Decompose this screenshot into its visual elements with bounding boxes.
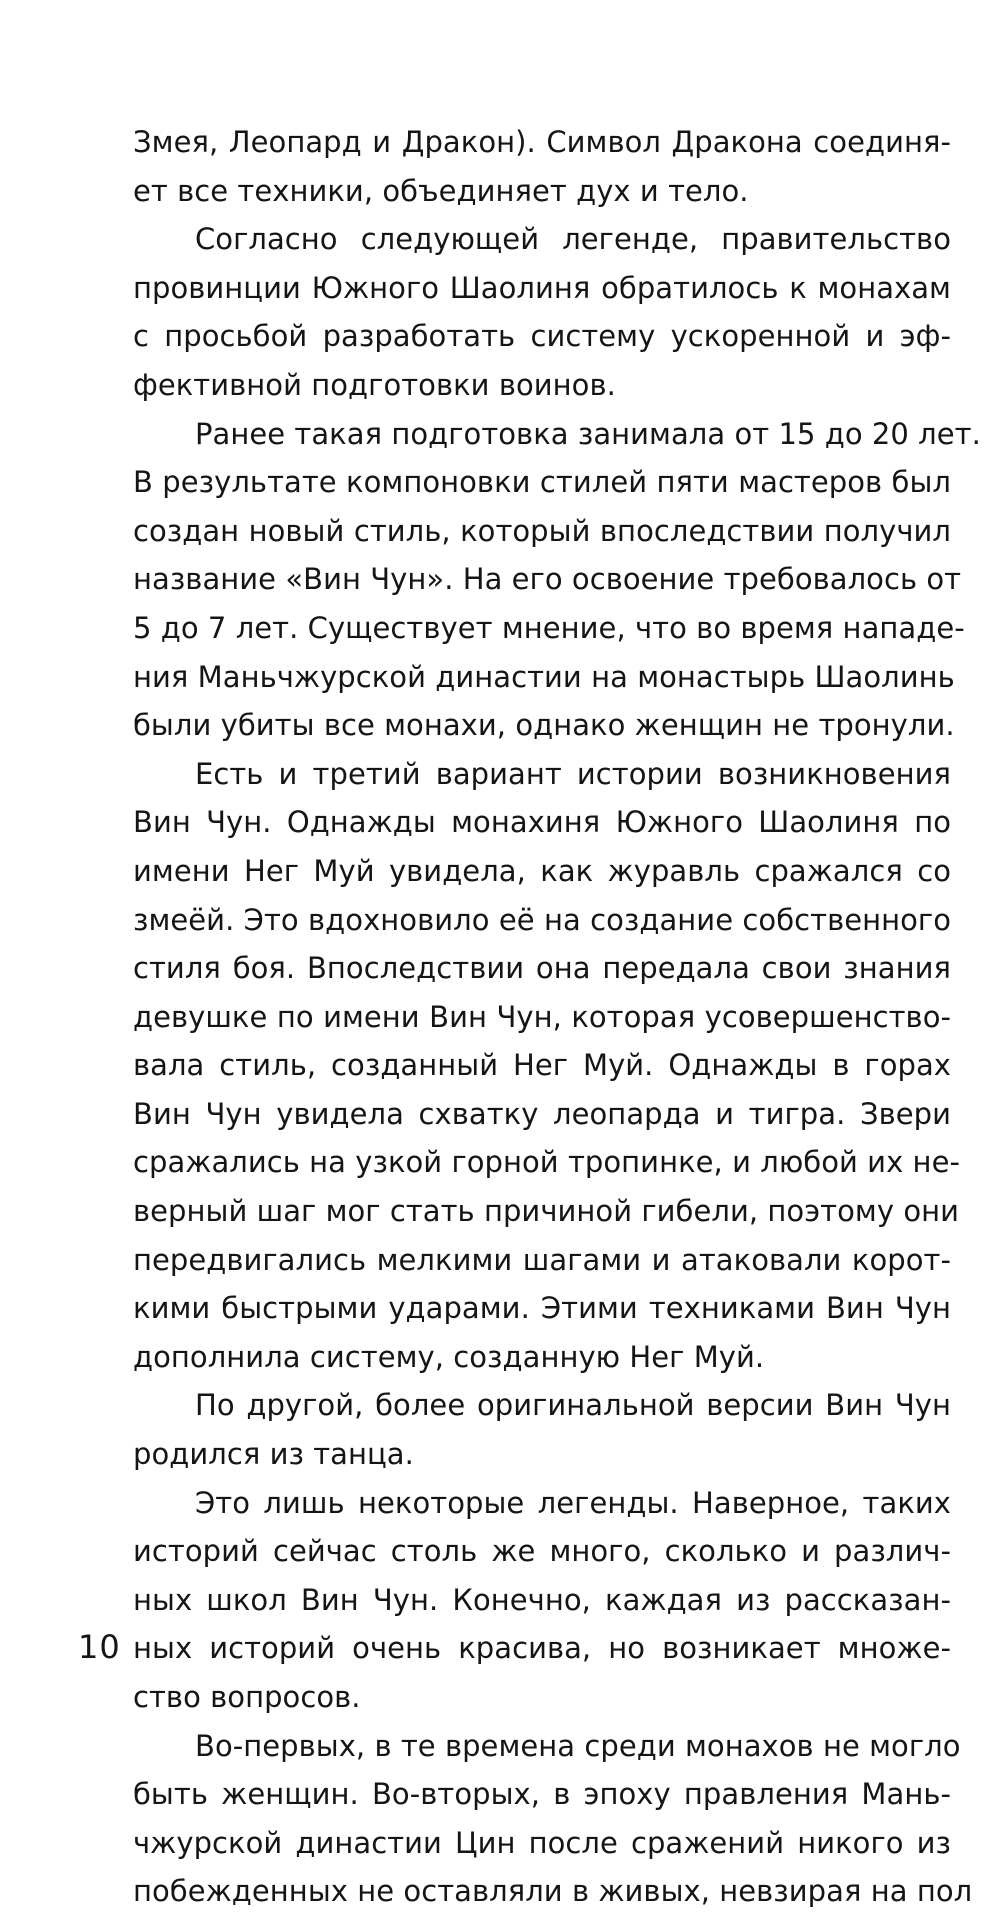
text-line: ния Маньчжурской династии на монастырь Шаолинь (133, 659, 955, 694)
text-line: название «Вин Чун». На его освоение требовалось от (133, 562, 962, 597)
text-line: ет все техники, объединяет дух и тело. (133, 173, 749, 208)
text-line: побежденных не оставляли в живых, невзирая на пол (133, 1874, 973, 1909)
text-line: девушке по имени Вин Чун, которая усовершенство- (133, 999, 951, 1034)
text-line: кими быстрыми ударами. Этими техниками Вин Чун (133, 1291, 951, 1326)
text-line: Вин Чун увидела схватку леопарда и тигра. Звери (133, 1096, 951, 1131)
text-line: быть женщин. Во-вторых, в эпоху правления Мань- (133, 1777, 951, 1812)
text-line: Есть и третий вариант истории возникновения (195, 756, 951, 791)
paragraph (133, 750, 960, 1382)
text-line: По другой, более оригинальной версии Вин Чун (195, 1388, 951, 1423)
text-line: чжурской династии Цин после сражений никого из (133, 1825, 951, 1860)
text-line: фективной подготовки воинов. (133, 367, 616, 402)
text-line: историй сейчас столь же много, сколько и различ- (133, 1534, 951, 1569)
paragraph (133, 1722, 973, 1916)
body-text (133, 118, 981, 1916)
text-line: Во-первых, в те времена среди монахов не могло (195, 1728, 961, 1763)
paragraph (133, 410, 981, 750)
text-line: ство вопросов. (133, 1680, 361, 1714)
text-line: Это лишь некоторые легенды. Наверное, таких (195, 1485, 951, 1520)
text-line: вала стиль, созданный Нег Муй. Однажды в горах (133, 1048, 951, 1083)
text-line: были убиты все монахи, однако женщин не тронули. (133, 708, 955, 743)
text-line: родился из танца. (133, 1437, 414, 1472)
paragraph (133, 118, 951, 215)
text-line: Согласно следующей легенде, правительство (195, 222, 951, 257)
text-line: верный шаг мог стать причиной гибели, поэтому они (133, 1194, 960, 1229)
text-line: с просьбой разработать систему ускоренной и эф- (133, 319, 951, 354)
text-line: ных историй очень красива, но возникает множе- (133, 1631, 951, 1666)
text-line: ных школ Вин Чун. Конечно, каждая из рассказан- (133, 1582, 951, 1617)
text-line: имени Нег Муй увидела, как журавль сражался со (133, 853, 951, 888)
text-line: дополнила систему, созданную Нег Муй. (133, 1339, 765, 1374)
text-line: змеёй. Это вдохновило её на создание собственного (133, 902, 951, 937)
text-line: создан новый стиль, который впоследствии получил (133, 513, 951, 548)
text-line: сражались на узкой горной тропинке, и любой их не- (133, 1145, 960, 1180)
paragraph (133, 1479, 951, 1722)
text-line: Ранее такая подготовка занимала от 15 до 20 лет. (195, 416, 981, 451)
text-line: В результате компоновки стилей пяти мастеров был (133, 465, 951, 500)
paragraph (133, 215, 951, 409)
text-line: передвигались мелкими шагами и атаковали корот- (133, 1242, 951, 1277)
page-number: 10 (78, 1628, 121, 1666)
text-line: Змея, Леопард и Дракон). Символ Дракона соединя- (133, 125, 951, 159)
text-line: Вин Чун. Однажды монахиня Южного Шаолиня по (133, 805, 951, 840)
paragraph (133, 1381, 951, 1478)
text-line: провинции Южного Шаолиня обратилось к монахам (133, 270, 951, 305)
text-line: 5 до 7 лет. Существует мнение, что во время нападе- (133, 610, 965, 645)
text-line: стиля боя. Впоследствии она передала свои знания (133, 951, 951, 986)
